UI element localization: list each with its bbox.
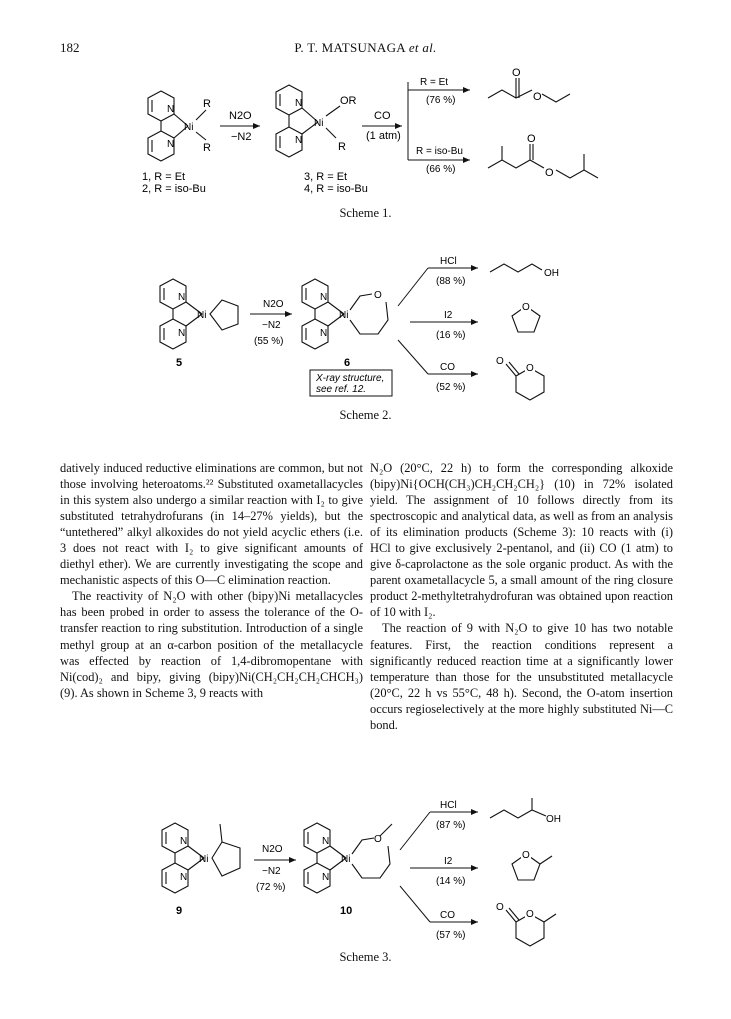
atom-ni-4: Ni: [339, 310, 349, 321]
butanol-structure: [490, 264, 542, 272]
running-head-suffix: et al.: [408, 40, 437, 55]
left-paragraph-1: datively induced reductive eliminations are common, but not those involving heteroatoms.²² Substituted oxametallacycles in this system also undergo a similar reaction with I₂ to give substituted tetrahydrofurans (in 14–27% yields), but the “untethered” alkyl alkoxides do not yield acyclic ethers (i.e. 3 does not react with I₂ to give significant amounts of diethyl ether). We are currently investigating the scope and mechanistic aspects of this O—C elimination reaction.: [60, 461, 363, 588]
caprolactone-carbonyl-o: O: [496, 902, 504, 913]
xray-note-line2: see ref. 12.: [316, 384, 367, 395]
methyl-thf-structure: [512, 854, 552, 880]
lactone-carbonyl-o: O: [496, 356, 504, 367]
scheme3-reagent-minus-n2: −N2: [262, 866, 281, 877]
branch-co-reagent: CO: [440, 362, 455, 373]
right-paragraph-2: The reaction of 9 with N₂O to give 10 has two notable features. First, the reaction conditions represent a significantly reduced reaction time at a significantly lower temperature than those for the unsubstituted metallacycle (20°C, 22 h vs 55°C, 48 h). Second, the O-atom insertion occurs regioselectively at the more highly substituted Ni—C bond.: [370, 621, 673, 732]
pentanol-structure: [490, 798, 546, 818]
branch3-i2-yield: (14 %): [436, 876, 466, 887]
scheme-2-caption: Scheme 2.: [339, 408, 392, 422]
or-group: OR: [340, 95, 357, 107]
scheme-1-caption: Scheme 1.: [339, 206, 392, 220]
atom-n-5: N: [178, 292, 186, 303]
running-head-authors: P. T. MATSUNAGA: [294, 40, 406, 55]
scheme3-reagent-n2o: N2O: [262, 844, 283, 855]
atom-n-2: N: [167, 139, 175, 150]
branch3-co-yield: (57 %): [436, 930, 466, 941]
r-group-middle: R: [338, 141, 346, 153]
oh-label-1: OH: [544, 268, 559, 279]
carbonyl-o-1: O: [512, 67, 521, 79]
branch-i2-reagent: I2: [444, 310, 453, 321]
atom-n-8: N: [320, 328, 328, 339]
atom-n-9: N: [180, 836, 188, 847]
atom-n-6: N: [178, 328, 186, 339]
atom-ni-5: Ni: [199, 854, 209, 865]
branch3-i2-reagent: I2: [444, 856, 453, 867]
ring-o-6: O: [374, 290, 382, 301]
branch2-yield: (66 %): [426, 164, 456, 175]
ester-o-2: O: [545, 167, 554, 179]
branch3-hcl-reagent: HCl: [440, 800, 457, 811]
atom-n-3: N: [295, 98, 303, 109]
right-text-column: [370, 460, 673, 733]
compound-label-5: 5: [176, 357, 183, 369]
scheme1-co-condition: (1 atm): [366, 130, 401, 142]
atom-n-1: N: [167, 104, 175, 115]
atom-n-7: N: [320, 292, 328, 303]
scheme-2-figure: [0, 240, 731, 420]
atom-ni: Ni: [184, 122, 194, 133]
scheme-3-figure: [0, 790, 731, 970]
compound-label-6: 6: [344, 357, 351, 369]
compound-label-2: 2, R = iso-Bu: [142, 183, 206, 195]
carbonyl-o-2: O: [527, 133, 536, 145]
atom-ni-6: Ni: [341, 854, 351, 865]
scheme2-reagent-n2o: N2O: [263, 299, 284, 310]
compound-label-4: 4, R = iso-Bu: [304, 183, 368, 195]
atom-n-12: N: [322, 872, 330, 883]
branch3-hcl-yield: (87 %): [436, 820, 466, 831]
thf-o-label: O: [522, 302, 530, 313]
scheme1-reagent-n2o: N2O: [229, 110, 252, 122]
bipy-ni-dialkyl-complex: [148, 91, 206, 161]
ethyl-propionate-structure: [488, 78, 570, 102]
compound-label-3: 3, R = Et: [304, 171, 348, 183]
ester-o-1: O: [533, 91, 542, 103]
branch3-co-reagent: CO: [440, 910, 455, 921]
isobutyl-ester-structure: [488, 144, 598, 178]
right-paragraph-1: N₂O (20°C, 22 h) to form the corresponding alkoxide (bipy)Ni{OCH(CH₃)CH₂CH₂CH₂} (10) in 72% isolated yield. The assignment of 10 follows directly from its spectroscopic and analytical data, as well as from an analysis of its elimination products (Scheme 3): 10 reacts with (i) HCl to give exclusively 2-pentanol, and (ii) CO (1 atm) to give δ-caprolactone as the sole organic product. As with the parent oxametallacycle 5, a small amount of the ring closure product 2-methyltetrahydrofuran was obtained upon reaction of 10 with I₂.: [370, 461, 673, 620]
branch-co-yield: (52 %): [436, 382, 466, 393]
scheme-3-caption: Scheme 3.: [339, 950, 392, 964]
atom-ni-3: Ni: [197, 310, 207, 321]
branch2-label: R = iso-Bu: [416, 146, 463, 157]
branch-hcl-yield: (88 %): [436, 276, 466, 287]
caprolactone-ring-o: O: [526, 909, 534, 920]
atom-ni-2: Ni: [314, 118, 324, 129]
scheme-1-figure: [0, 0, 731, 240]
methyl-thf-o-label: O: [522, 850, 530, 861]
oh-label-2: OH: [546, 814, 561, 825]
scheme1-co-label: CO: [374, 110, 391, 122]
page-number: 182: [60, 40, 80, 55]
scheme2-yield: (55 %): [254, 336, 284, 347]
compound-label-10: 10: [340, 905, 353, 917]
atom-n-11: N: [322, 836, 330, 847]
atom-n-10: N: [180, 872, 188, 883]
r-group-bottom: R: [203, 142, 211, 154]
branch-i2-yield: (16 %): [436, 330, 466, 341]
compound-label-1: 1, R = Et: [142, 171, 186, 183]
branch-hcl-reagent: HCl: [440, 256, 457, 267]
branch1-label: R = Et: [420, 77, 449, 88]
branch1-yield: (76 %): [426, 95, 456, 106]
scheme3-yield: (72 %): [256, 882, 286, 893]
compound-label-9: 9: [176, 905, 183, 917]
xray-note-line1: X-ray structure,: [316, 373, 385, 384]
bipy-ni-alkyl-alkoxide-complex: [276, 85, 340, 157]
scheme1-reagent-minus-n2: −N2: [231, 131, 252, 143]
left-text-column: [60, 460, 363, 701]
atom-n-4: N: [295, 135, 303, 146]
left-paragraph-2: The reactivity of N₂O with other (bipy)Ni metallacycles has been probed in order to assess the tolerance of the O-transfer reaction to ring substitution. Introduction of a single methyl group at an α-carbon position of the metallacycle was effected by reaction of 1,4-dibromopentane with Ni(cod)₂ and bipy, giving (bipy)Ni(CH₂CH₂CH₂CHCH₃) (9). As shown in Scheme 3, 9 reacts with: [60, 589, 363, 700]
lactone-ring-o: O: [526, 363, 534, 374]
scheme2-reagent-minus-n2: −N2: [262, 320, 281, 331]
r-group-top: R: [203, 98, 211, 110]
ring-o-10: O: [374, 834, 382, 845]
